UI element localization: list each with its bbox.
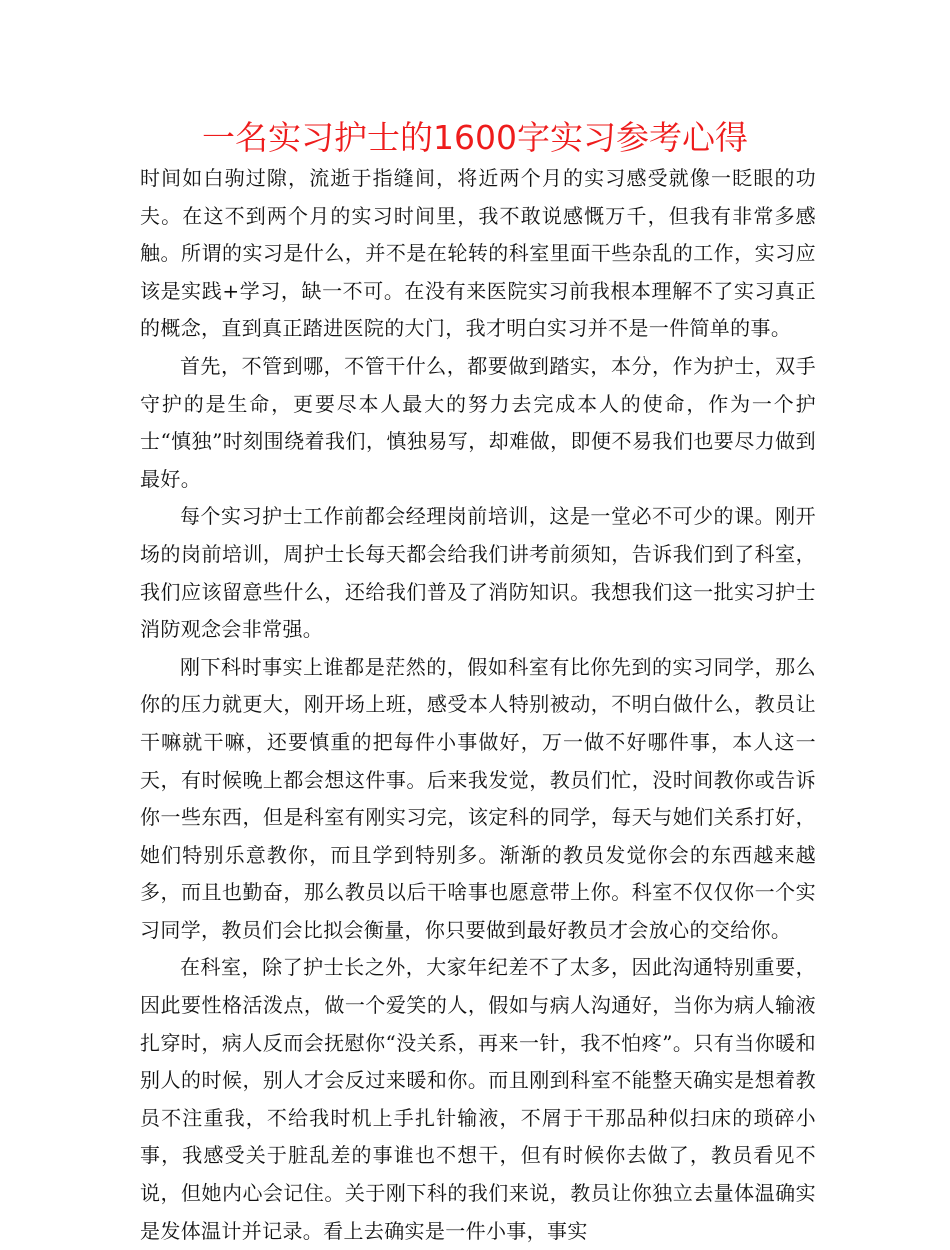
document-body (140, 160, 816, 1250)
document-title: 一名实习护士的1600字实习参考心得 (202, 118, 748, 157)
paragraph-3: 每个实习护士工作前都会经理岗前培训，这是一堂必不可少的课。刚开场的岗前培训，周护士长每天都会给我们讲考前须知，告诉我们到了科室，我们应该留意些什么，还给我们普及了消防知识。我想我们这一批实习护士消防观念会非常强。 (140, 504, 816, 642)
paragraph-2: 首先，不管到哪，不管干什么，都要做到踏实，本分，作为护士，双手守护的是生命，更要尽本人最大的努力去完成本人的使命，作为一个护士“慎独”时刻围绕着我们，慎独易写，却难做，即便不易我们也要尽力做到最好。 (140, 353, 816, 491)
paragraph-4: 刚下科时事实上谁都是茫然的，假如科室有比你先到的实习同学，那么你的压力就更大，刚开场上班，感受本人特别被动，不明白做什么，教员让干嘛就干嘛，还要慎重的把每件小事做好，万一做不好哪件事，本人这一天，有时候晚上都会想这件事。后来我发觉，教员们忙，没时间教你或告诉你一些东西，但是科室有刚实习完，该定科的同学，每天与她们关系打好，她们特别乐意教你，而且学到特别多。渐渐的教员发觉你会的东西越来越多，而且也勤奋，那么教员以后干啥事也愿意带上你。科室不仅仅你一个实习同学，教员们会比拟会衡量，你只要做到最好教员才会放心的交给你。 (140, 654, 816, 942)
paragraph-5: 在科室，除了护士长之外，大家年纪差不了太多，因此沟通特别重要，因此要性格活泼点，做一个爱笑的人，假如与病人沟通好，当你为病人输液扎穿时，病人反而会抚慰你“没关系，再来一针，我不怕疼”。只有当你暖和别人的时候，别人才会反过来暖和你。而且刚到科室不能整天确实是想着教员不注重我，不给我时机上手扎针输液，不屑于干那品种似扫床的琐碎小事，我感受关于脏乱差的事谁也不想干，但有时候你去做了，教员看见不说，但她内心会记住。关于刚下科的我们来说，教员让你独立去量体温确实是发体温计并记录。看上去确实是一件小事，事实 (140, 955, 816, 1243)
paragraph-1: 时间如白驹过隙，流逝于指缝间，将近两个月的实习感受就像一眨眼的功夫。在这不到两个月的实习时间里，我不敢说感慨万千，但我有非常多感触。所谓的实习是什么，并不是在轮转的科室里面干些杂乱的工作，实习应该是实践+学习，缺一不可。在没有来医院实习前我根本理解不了实习真正的概念，直到真正踏进医院的大门，我才明白实习并不是一件简单的事。 (140, 166, 816, 341)
